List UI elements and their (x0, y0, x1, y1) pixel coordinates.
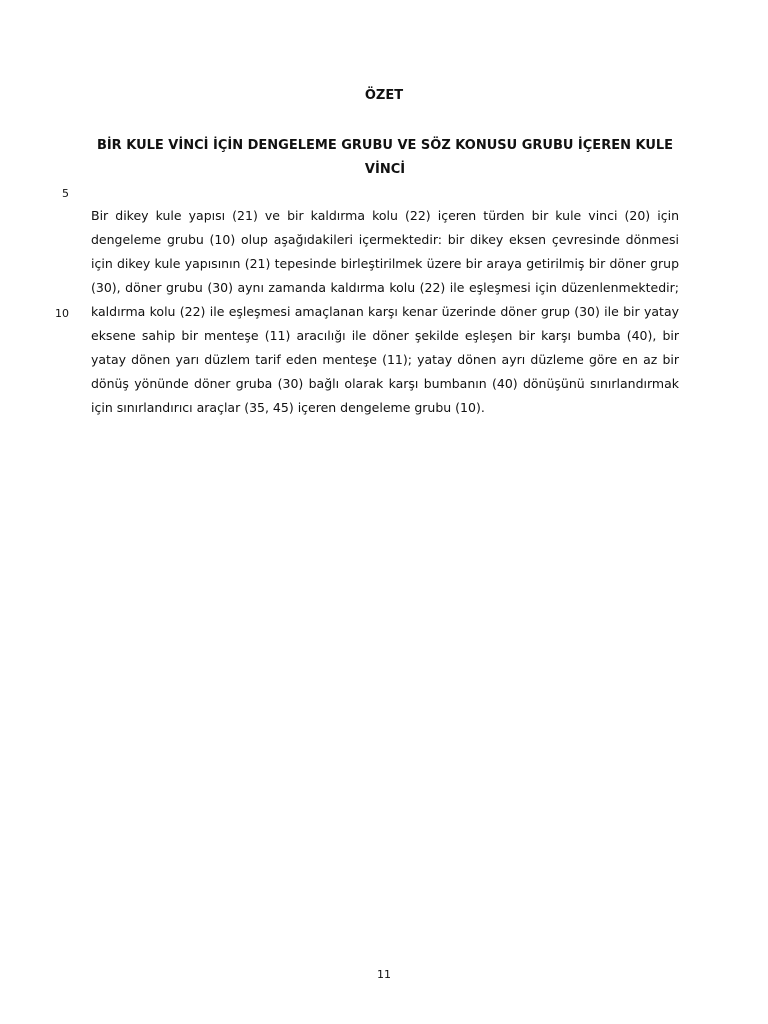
section-heading: ÖZET (364, 88, 404, 103)
page-number: 11 (377, 968, 391, 981)
line-number-10: 10 (55, 307, 69, 320)
abstract-paragraph: Bir dikey kule yapısı (21) ve bir kaldırma kolu (22) içeren türden bir kule vinci (20) için dengeleme grubu (10) olup aşağıdakileri içermektedir: bir dikey eksen çevresinde dönmesi için dikey kule yapısının (21) tepesinde birleştirilmek üzere bir araya getirilmiş bir döner grup (30), döner grubu (30) aynı zamanda kaldırma kolu (22) ile eşleşmesi için düzenlenmektedir; kaldırma kolu (22) ile eşleşmesi amaçlanan karşı kenar üzerinde döner grup (30) ile bir yatay eksene sahip bir menteşe (11) aracılığı ile döner şekilde eşleşen bir karşı bumba (40), bir yatay dönen yarı düzlem tarif eden menteşe (11); yatay dönen ayrı düzleme göre en az bir dönüş yönünde döner gruba (30) bağlı olarak karşı bumbanın (40) dönüşünü sınırlandırmak için sınırlandırıcı araçlar (35, 45) içeren dengeleme grubu (10). (91, 208, 679, 415)
line-number-5: 5 (62, 187, 69, 200)
document-title: BİR KULE VİNCİ İÇİN DENGELEME GRUBU VE SÖZ KONUSU GRUBU İÇEREN KULE VİNCİ (96, 138, 674, 177)
